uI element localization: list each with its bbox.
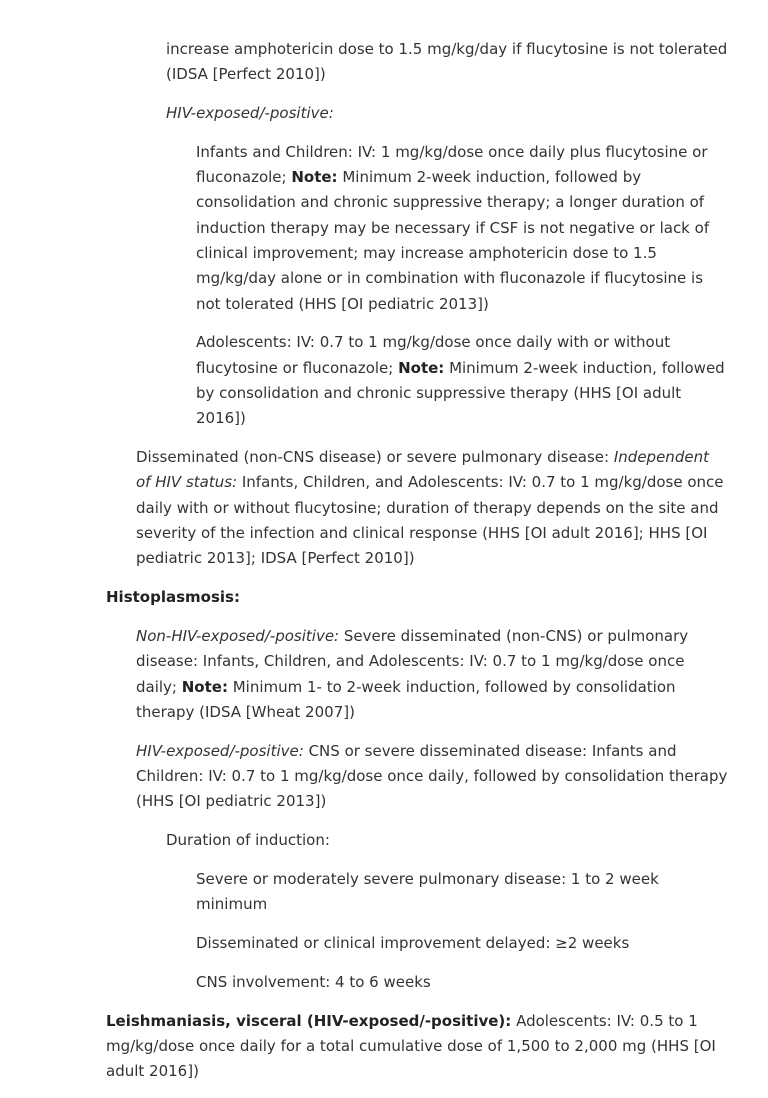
histoplasmosis-hiv-paragraph	[136, 739, 728, 815]
italic-label: HIV-exposed/-positive:	[166, 104, 334, 123]
paragraph-text: Adolescents: IV: 0.5 to 1 mg/kg/dose once daily for a total cumulative dose of 1,500 to 2,000 mg (HHS [OI adult 2016])	[106, 1011, 716, 1081]
paragraph-text: Minimum 2-week induction, followed by consolidation and chronic suppressive therapy (HHS [OI adult 2016])	[196, 358, 725, 428]
paragraph-text: Adolescents: IV: 0.7 to 1 mg/kg/dose once daily with or without flucytosine or fluconazole;	[196, 333, 671, 377]
histoplasmosis-non-hiv-paragraph	[136, 624, 728, 725]
hiv-positive-subheading	[166, 101, 728, 126]
adolescents-dosing-paragraph	[196, 330, 728, 431]
paragraph-text: Severe or moderately severe pulmonary disease: 1 to 2 week minimum	[196, 869, 659, 914]
paragraph-text: CNS involvement: 4 to 6 weeks	[196, 972, 431, 991]
section-heading: Histoplasmosis:	[106, 588, 240, 607]
disseminated-disease-paragraph	[136, 445, 728, 571]
italic-label: Non-HIV-exposed/-positive:	[136, 626, 340, 645]
paragraph-text: Infants, Children, and Adolescents: IV: 0.7 to 1 mg/kg/dose once daily with or without flucytosine; duration of therapy depends on the site and severity of the infection and clinical response (HHS [OI adult 2016]; HHS [OI pediatric 2013]; IDSA [Perfect 2010])	[136, 473, 724, 568]
paragraph-text: Severe disseminated (non-CNS) or pulmonary disease: Infants, Children, and Adolescents: IV: 0.7 to 1 mg/kg/dose once daily;	[136, 626, 689, 696]
note-label: Note:	[398, 358, 445, 377]
leishmaniasis-paragraph	[106, 1009, 728, 1085]
amphotericin-dose-note-paragraph	[166, 37, 728, 88]
paragraph-text: Disseminated (non-CNS disease) or severe pulmonary disease:	[136, 448, 614, 467]
italic-label: Independent of HIV status:	[136, 448, 709, 492]
paragraph-text: CNS or severe disseminated disease: Infants and Children: IV: 0.7 to 1 mg/kg/dose once daily, followed by consolidation therapy (HHS [OI pediatric 2013])	[136, 741, 728, 811]
disseminated-duration-item	[196, 931, 728, 956]
paragraph-text: Minimum 1- to 2-week induction, followed by consolidation therapy (IDSA [Wheat 2007])	[136, 677, 676, 721]
note-label: Note:	[291, 168, 338, 187]
paragraph-text: Minimum 2-week induction, followed by consolidation and chronic suppressive therapy; a longer duration of induction therapy may be necessary if CSF is not negative or lack of clinical improvement; may increase amphotericin dose to 1.5 mg/kg/day alone or in combination with fluconazole if flucytosine is not tolerated (HHS [OI pediatric 2013])	[196, 168, 710, 313]
cns-duration-item	[196, 970, 728, 995]
note-label: Note:	[181, 677, 228, 696]
paragraph-text: Duration of induction:	[166, 831, 330, 850]
infants-children-dosing-paragraph	[196, 140, 728, 317]
paragraph-text: increase amphotericin dose to 1.5 mg/kg/day if flucytosine is not tolerated (IDSA [Perfect 2010])	[166, 40, 728, 84]
italic-label: HIV-exposed/-positive:	[136, 741, 304, 760]
paragraph-text: Infants and Children: IV: 1 mg/kg/dose once daily plus flucytosine or fluconazole;	[196, 142, 708, 187]
section-heading: Leishmaniasis, visceral (HIV-exposed/-positive):	[106, 1011, 512, 1030]
document-body	[0, 37, 768, 1098]
duration-of-induction-label	[166, 828, 728, 853]
paragraph-text: Disseminated or clinical improvement delayed: ≥2 weeks	[196, 933, 630, 952]
histoplasmosis-heading	[106, 585, 728, 610]
pulmonary-duration-item	[196, 867, 728, 918]
